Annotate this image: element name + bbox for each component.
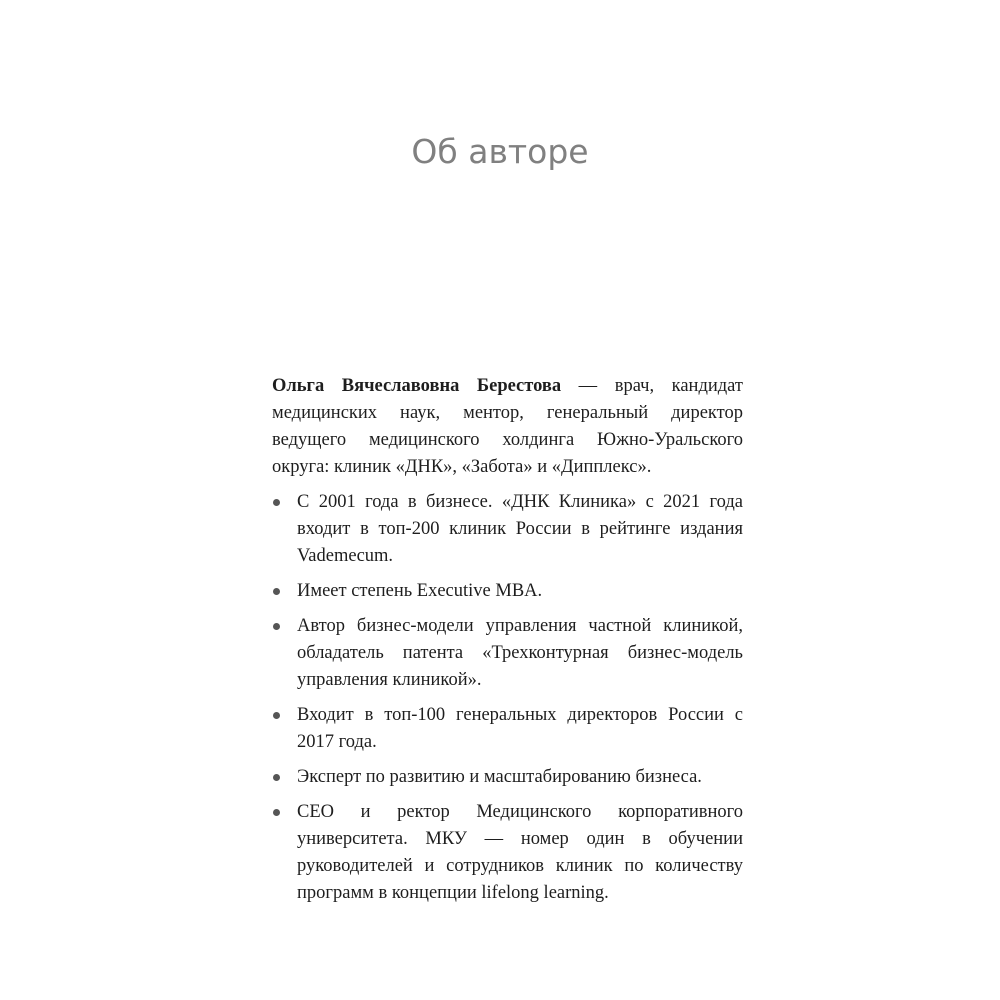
list-item: [272, 764, 743, 791]
list-item: [272, 489, 743, 570]
bullet-icon: [273, 774, 280, 781]
list-item-text: CEO и ректор Медицинского корпоративного университета. МКУ — номер один в обучении руководителей и сотрудников клиник по количеству программ в концепции lifelong learning.: [297, 802, 743, 903]
bullet-icon: [273, 712, 280, 719]
bullet-icon: [273, 588, 280, 595]
author-bio: [272, 373, 743, 915]
list-item-text: Эксперт по развитию и масштабированию бизнеса.: [297, 767, 702, 787]
bullet-icon: [273, 499, 280, 506]
list-item: [272, 613, 743, 694]
achievements-list: [272, 489, 743, 907]
bullet-icon: [273, 809, 280, 816]
list-item: [272, 702, 743, 756]
page-title: Об авторе: [411, 132, 589, 171]
bullet-icon: [273, 623, 280, 630]
list-item-text: Входит в топ-100 генеральных директоров России с 2017 года.: [297, 705, 743, 752]
list-item-text: Имеет степень Executive MBA.: [297, 581, 543, 601]
author-name: Ольга Вячеславовна Берестова: [272, 376, 562, 396]
list-item-text: С 2001 года в бизнесе. «ДНК Клиника» с 2021 года входит в топ-200 клиник России в рейтинге издания Vademecum.: [297, 492, 743, 566]
list-item: [272, 799, 743, 907]
intro-text: — врач, кандидат медицинских наук, ментор, генеральный директор ведущего медицинского холдинга Южно-Уральского округа: клиник «ДНК», «Забота» и «Дипплекс».: [272, 376, 743, 477]
list-item-text: Автор бизнес-модели управления частной клиникой, обладатель патента «Трехконтурная бизнес-модель управления клиникой».: [297, 616, 743, 690]
list-item: [272, 578, 743, 605]
intro-paragraph: [272, 373, 743, 481]
